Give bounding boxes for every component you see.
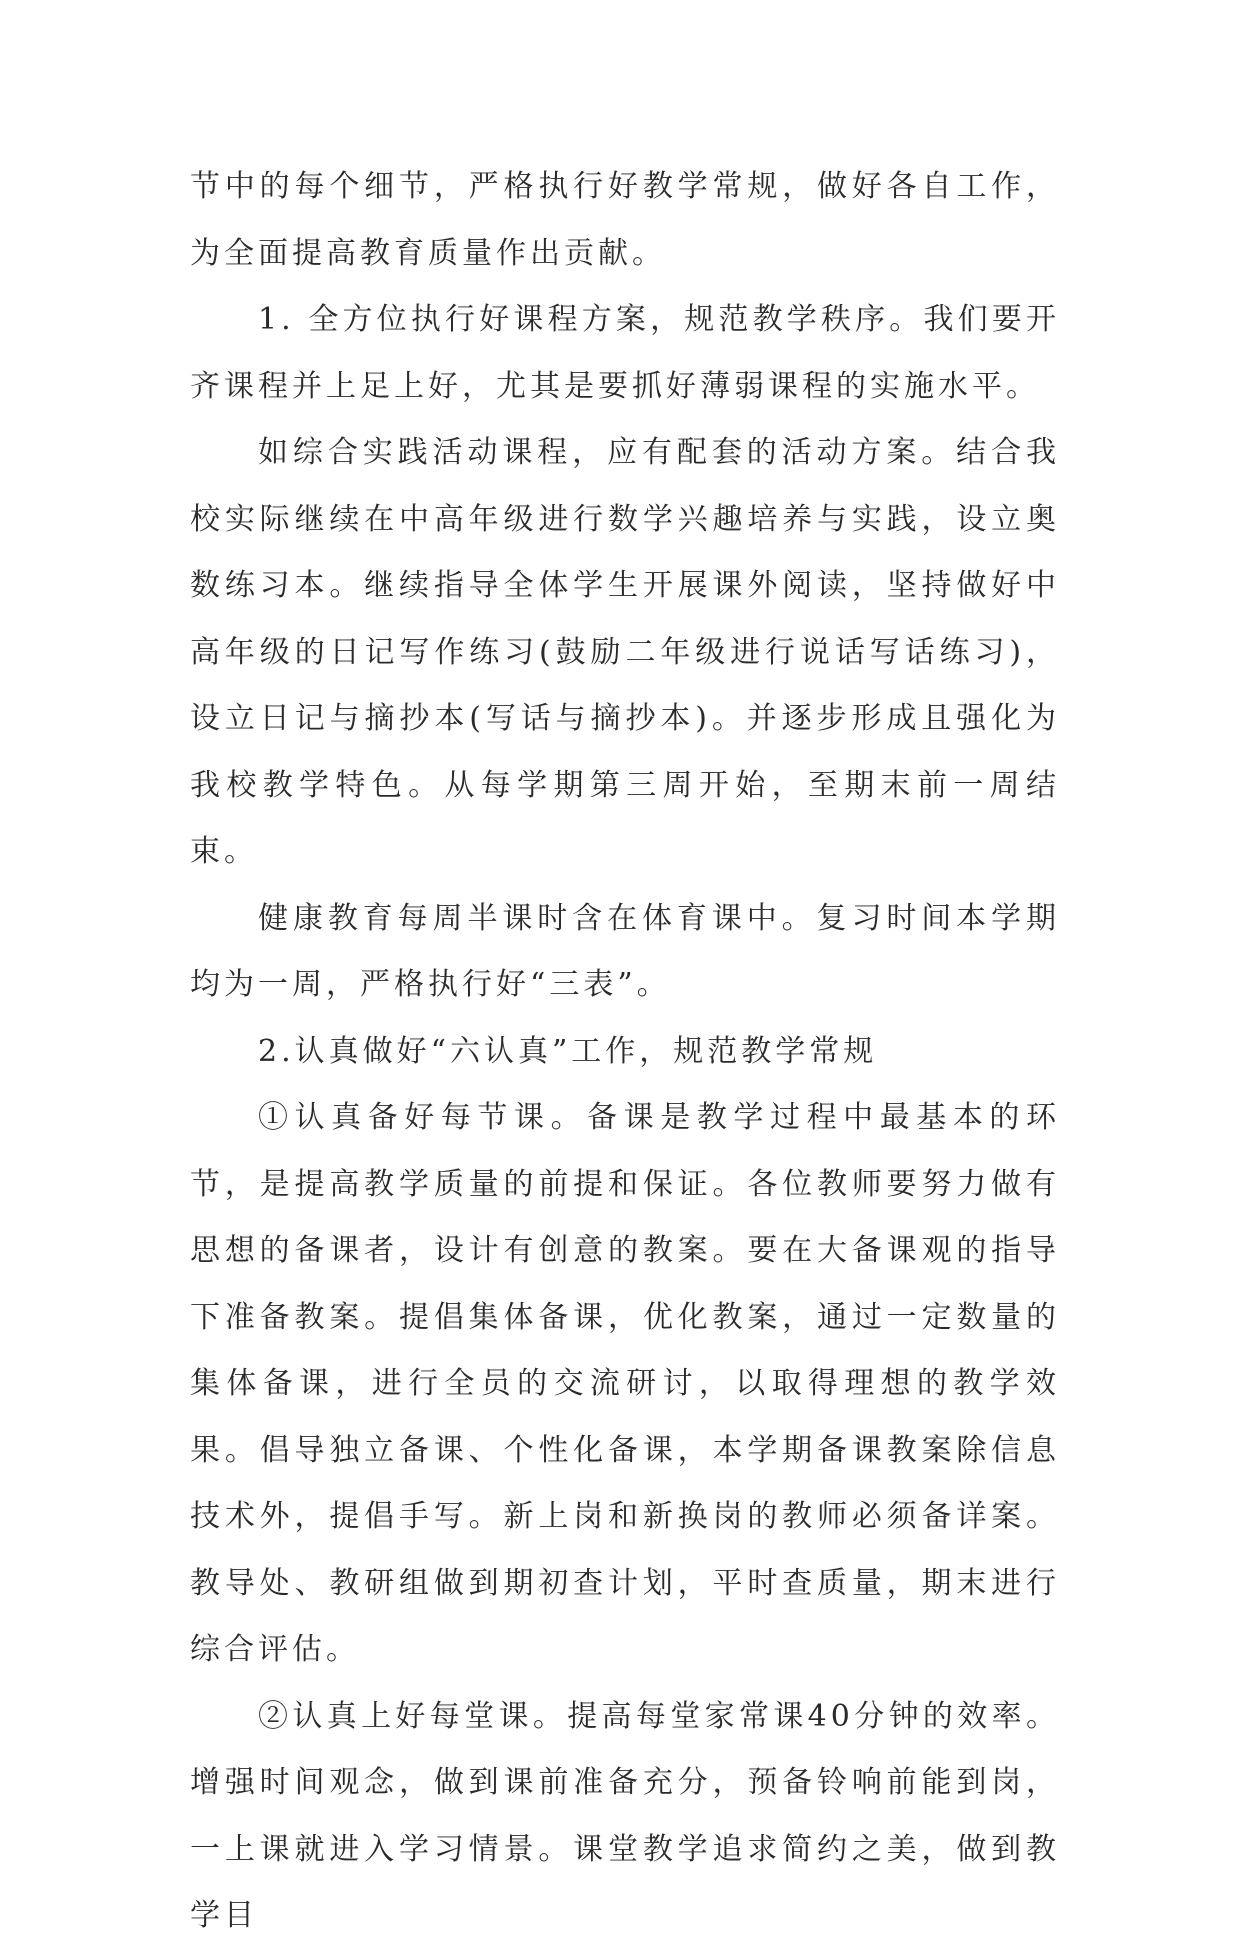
paragraph-2: 1. 全方位执行好课程方案，规范教学秩序。我们要开齐课程并上足上好，尤其是要抓好薄弱课程的实施水平。 xyxy=(190,302,1060,404)
paragraph-5-heading: 2.认真做好“六认真”工作，规范教学常规 xyxy=(258,1033,878,1069)
paragraph-7: ②认真上好每堂课。提高每堂家常课40分钟的效率。增强时间观念，做到课前准备充分，预备铃响前能到岗，一上课就进入学习情景。课堂教学追求简约之美，做到教学目 xyxy=(190,1698,1060,1933)
paragraph-3: 如综合实践活动课程，应有配套的活动方案。结合我校实际继续在中高年级进行数学兴趣培养与实践，设立奥数练习本。继续指导全体学生开展课外阅读，坚持做好中高年级的日记写作练习(鼓励二年级进行说话写话练习)，设立日记与摘抄本(写话与摘抄本)。并逐步形成且强化为我校教学特色。从每学期第三周开始，至期末前一周结束。 xyxy=(190,435,1060,869)
paragraph-4: 健康教育每周半课时含在体育课中。复习时间本学期均为一周，严格执行好“三表”。 xyxy=(190,900,1060,1002)
paragraph-1: 节中的每个细节，严格执行好教学常规，做好各自工作，为全面提高教育质量作出贡献。 xyxy=(190,169,1060,271)
paragraph-6: ①认真备好每节课。备课是教学过程中最基本的环节，是提高教学质量的前提和保证。各位教师要努力做有思想的备课者，设计有创意的教案。要在大备课观的指导下准备教案。提倡集体备课，优化教案，通过一定数量的集体备课，进行全员的交流研讨，以取得理想的教学效果。倡导独立备课、个性化备课，本学期备课教案除信息技术外，提倡手写。新上岗和新换岗的教师必须备详案。教导处、教研组做到期初查计划，平时查质量，期末进行综合评估。 xyxy=(190,1100,1060,1667)
body-text xyxy=(190,154,1060,1950)
